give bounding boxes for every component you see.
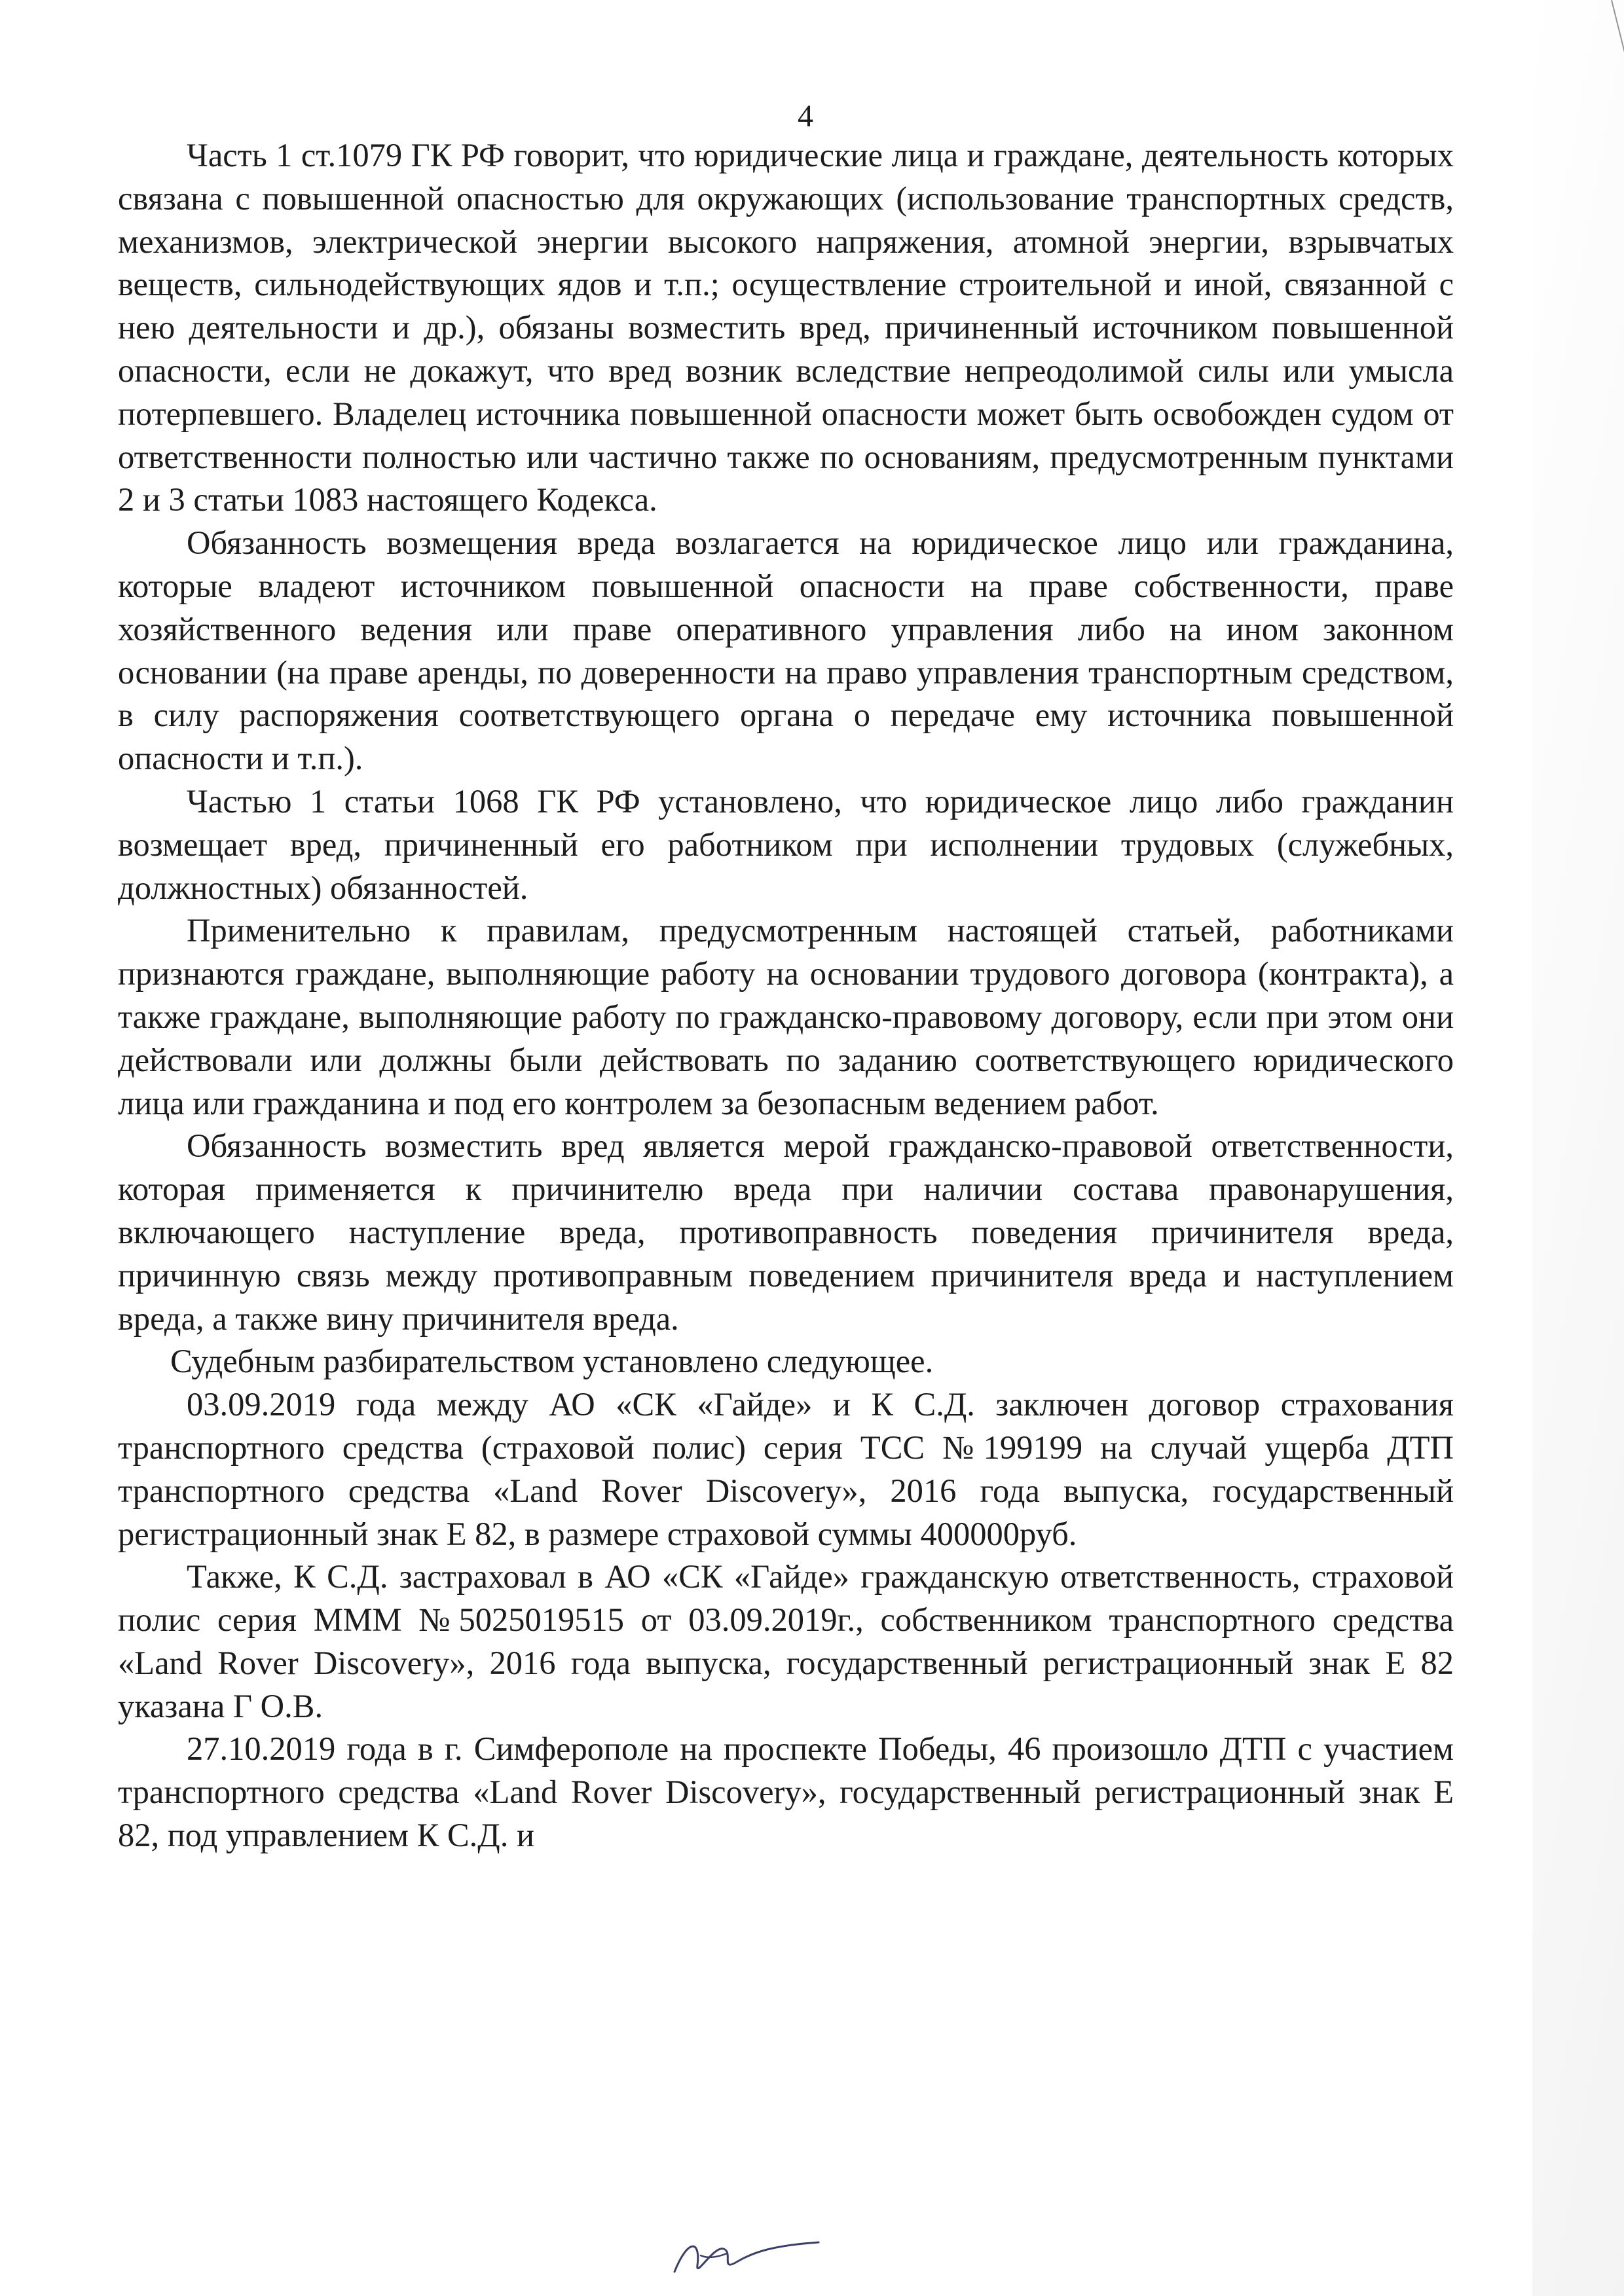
page-fold-shadow	[1532, 0, 1624, 2296]
paragraph-court-findings: Судебным разбирательством установлено следующее.	[170, 1343, 934, 1380]
paragraph-duty-owner: Обязанность возмещения вреда возлагается на юридическое лицо или гражданина, которые владеют источником повышенной опасности на праве собственности, праве хозяйственного ведения или праве оперативного управления либо на ином законном основании (на праве аренды, по доверенности на право управления транспортным средством, в силу распоряжения соответствующего органа о передаче ему источника повышенной опасности и т.п.).	[118, 524, 1454, 777]
paragraph-article-1068: Частью 1 статьи 1068 ГК РФ установлено, что юридическое лицо либо гражданин возмещает вред, причиненный его работником при исполнении трудовых (служебных, должностных) обязанностей.	[118, 782, 1454, 906]
page-number: 4	[798, 99, 813, 134]
handwritten-signature-icon	[661, 2226, 832, 2285]
paragraph-article-1079: Часть 1 ст.1079 ГК РФ говорит, что юридические лица и граждане, деятельность которых связана с повышенной опасностью для окружающих (использование транспортных средств, механизмов, электрической энергии высокого напряжения, атомной энергии, взрывчатых веществ, сильнодействующих ядов и т.п.; осуществление строительной и иной, связанной с нею деятельности и др.), обязаны возместить вред, причиненный источником повышенной опасности, если не докажут, что вред возник вследствие непреодолимой силы или умысла потерпевшего. Владелец источника повышенной опасности может быть освобожден судом от ответственности полностью или частично также по основаниям, предусмотренным пунктами 2 и 3 статьи 1083 настоящего Кодекса.	[118, 137, 1454, 519]
paragraph-insurance-contract: 03.09.2019 года между АО «СК «Гайде» и К С.Д. заключен договор страхования транспортного средства (страховой полис) серия ТСС №199199 на случай ущерба ДТП транспортного средства «Land Rover Discovery», 2016 года выпуска, государственный регистрационный знак Е 82, в размере страховой суммы 400000руб.	[118, 1386, 1454, 1552]
page-fold-line	[1611, 0, 1624, 382]
document-body	[118, 134, 1454, 1857]
paragraph-liability-measure: Обязанность возместить вред является мерой гражданско-правовой ответственности, которая применяется к причинителю вреда при наличии состава правонарушения, включающего наступление вреда, противоправность поведения причинителя вреда, причинную связь между противоправным поведением причинителя вреда и наступлением вреда, а также вину причинителя вреда.	[118, 1127, 1454, 1337]
paragraph-employees: Применительно к правилам, предусмотренным настоящей статьей, работниками признаются граждане, выполняющие работу на основании трудового договора (контракта), а также граждане, выполняющие работу по гражданско-правовому договору, если при этом они действовали или должны были действовать по заданию соответствующего юридического лица или гражданина и под его контролем за безопасным ведением работ.	[118, 912, 1454, 1121]
paragraph-accident: 27.10.2019 года в г. Симферополе на проспекте Победы, 46 произошло ДТП с участием транспортного средства «Land Rover Discovery», государственный регистрационный знак Е 82, под управлением К С.Д. и	[118, 1730, 1454, 1854]
paragraph-civil-liability: Также, К С.Д. застраховал в АО «СК «Гайде» гражданскую ответственность, страховой полис серия МММ №5025019515 от 03.09.2019г., собственником транспортного средства «Land Rover Discovery», 2016 года выпуска, государственный регистрационный знак Е 82 указана Г О.В.	[118, 1558, 1454, 1724]
